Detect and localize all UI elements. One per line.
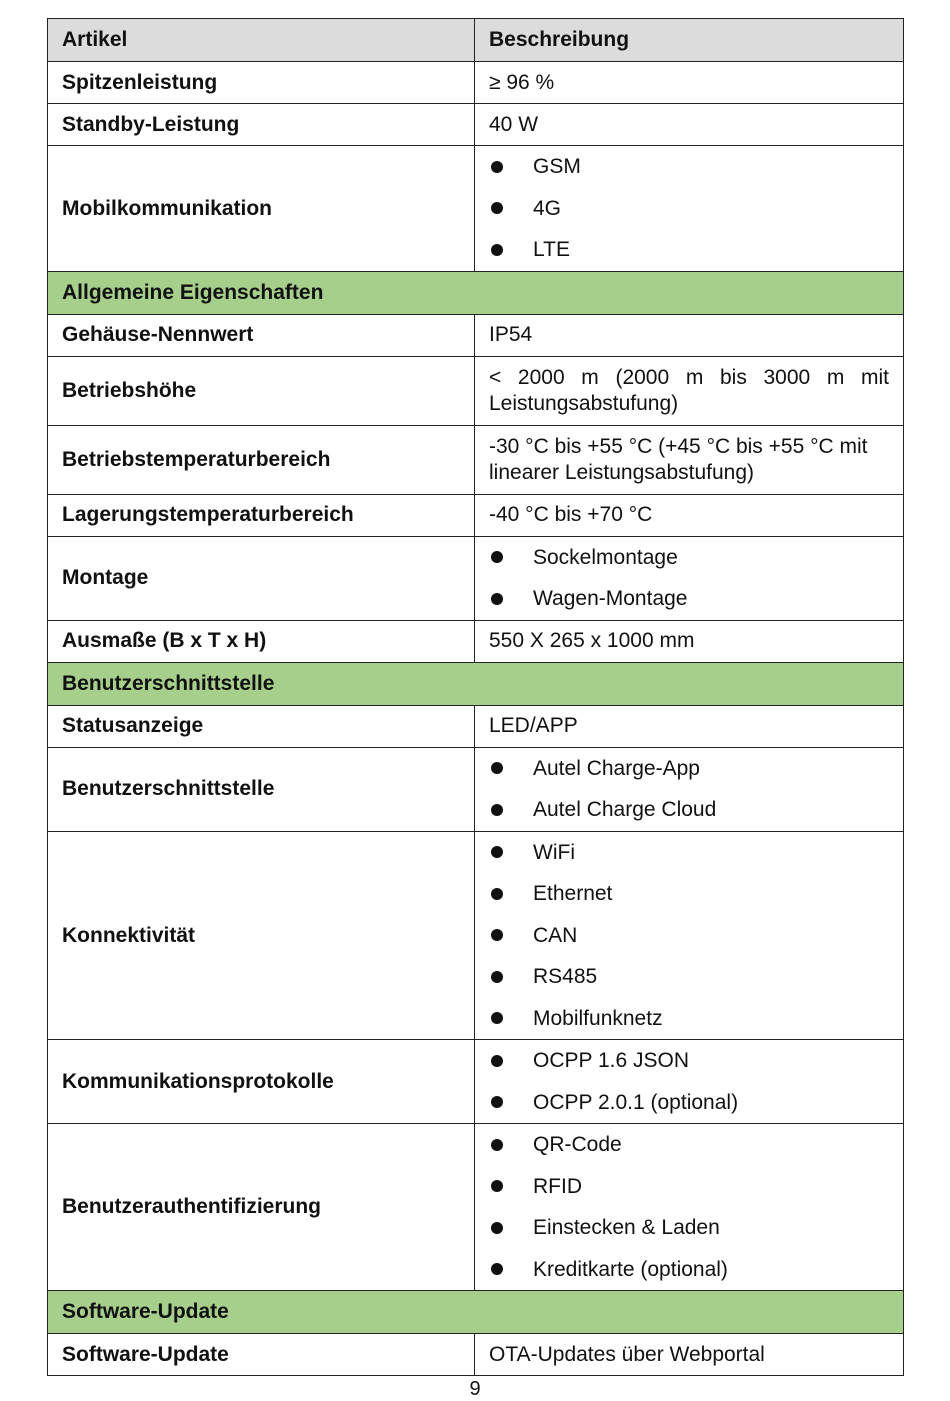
list-item	[489, 537, 889, 579]
row-label: Spitzenleistung	[48, 62, 475, 104]
row-value: 550 X 265 x 1000 mm	[475, 620, 904, 662]
section-row	[48, 662, 904, 705]
row-label: Software-Update	[48, 1334, 475, 1376]
section-title: Software-Update	[48, 1291, 904, 1334]
list-item-text: Sockelmontage	[533, 545, 678, 569]
bullet-list	[489, 146, 889, 271]
bullet-icon	[491, 1263, 503, 1275]
section-row	[48, 271, 904, 314]
bullet-icon	[491, 1012, 503, 1024]
bullet-icon	[491, 1096, 503, 1108]
row-label: Statusanzeige	[48, 705, 475, 747]
table-row	[48, 425, 904, 494]
list-item	[489, 1166, 889, 1208]
list-item	[489, 578, 889, 620]
row-value: OTA-Updates über Webportal	[475, 1334, 904, 1376]
bullet-icon	[491, 804, 503, 816]
list-item	[489, 1124, 889, 1166]
list-item	[489, 1207, 889, 1249]
row-value-list	[475, 146, 904, 272]
table-row	[48, 1334, 904, 1376]
header-beschreibung: Beschreibung	[475, 19, 904, 62]
bullet-icon	[491, 888, 503, 900]
list-item-text: Kreditkarte (optional)	[533, 1257, 728, 1281]
row-label: Betriebstemperaturbereich	[48, 425, 475, 494]
bullet-list	[489, 1124, 889, 1290]
table-row	[48, 146, 904, 272]
row-value-list	[475, 831, 904, 1040]
page-number: 9	[469, 1378, 481, 1400]
bullet-icon	[491, 846, 503, 858]
row-value-list	[475, 536, 904, 620]
list-item-text: RS485	[533, 965, 598, 989]
row-value-list	[475, 747, 904, 831]
row-label: Benutzerschnittstelle	[48, 747, 475, 831]
table-row	[48, 831, 904, 1040]
bullet-icon	[491, 551, 503, 563]
bullet-icon	[491, 244, 503, 256]
bullet-list	[489, 832, 889, 1040]
list-item	[489, 748, 889, 790]
list-item-text: OCPP 2.0.1 (optional)	[533, 1090, 739, 1114]
list-item-text: Autel Charge-App	[533, 756, 700, 780]
bullet-icon	[491, 762, 503, 774]
list-item-text: Einstecken & Laden	[533, 1216, 720, 1240]
section-title: Allgemeine Eigenschaften	[48, 271, 904, 314]
table-row	[48, 1124, 904, 1291]
table-header-row	[48, 19, 904, 62]
list-item-text: Mobilfunknetz	[533, 1006, 663, 1030]
row-label: Ausmaße (B x T x H)	[48, 620, 475, 662]
list-item	[489, 789, 889, 831]
table-row	[48, 1040, 904, 1124]
table-row	[48, 494, 904, 536]
table-row	[48, 314, 904, 356]
bullet-icon	[491, 929, 503, 941]
bullet-icon	[491, 1055, 503, 1067]
row-value: -40 °C bis +70 °C	[475, 494, 904, 536]
list-item	[489, 229, 889, 271]
list-item-text: LTE	[533, 238, 570, 262]
table-row	[48, 705, 904, 747]
table-row	[48, 104, 904, 146]
list-item-text: GSM	[533, 155, 581, 179]
list-item	[489, 1082, 889, 1124]
list-item	[489, 873, 889, 915]
table-row	[48, 747, 904, 831]
bullet-list	[489, 537, 889, 620]
row-value: 40 W	[475, 104, 904, 146]
bullet-icon	[491, 1180, 503, 1192]
row-label: Betriebshöhe	[48, 356, 475, 425]
bullet-icon	[491, 971, 503, 983]
row-label: Konnektivität	[48, 831, 475, 1040]
row-label: Benutzerauthentifizierung	[48, 1124, 475, 1291]
list-item-text: CAN	[533, 923, 578, 947]
bullet-list	[489, 1040, 889, 1123]
list-item	[489, 956, 889, 998]
table-row	[48, 620, 904, 662]
row-label: Mobilkommunikation	[48, 146, 475, 272]
bullet-icon	[491, 1139, 503, 1151]
row-value: ≥ 96 %	[475, 62, 904, 104]
list-item-text: QR-Code	[533, 1133, 622, 1157]
row-label: Montage	[48, 536, 475, 620]
spec-table	[47, 18, 904, 1376]
row-label: Gehäuse-Nennwert	[48, 314, 475, 356]
row-value: -30 °C bis +55 °C (+45 °C bis +55 °C mit linearer Leistungsabstufung)	[475, 425, 904, 494]
list-item-text: OCPP 1.6 JSON	[533, 1049, 690, 1073]
list-item-text: Wagen-Montage	[533, 587, 688, 611]
row-label: Standby-Leistung	[48, 104, 475, 146]
list-item	[489, 998, 889, 1040]
row-value-list	[475, 1040, 904, 1124]
bullet-icon	[491, 161, 503, 173]
row-value-list	[475, 1124, 904, 1291]
list-item-text: RFID	[533, 1174, 582, 1198]
bullet-icon	[491, 1222, 503, 1234]
bullet-icon	[491, 593, 503, 605]
section-title: Benutzerschnittstelle	[48, 662, 904, 705]
bullet-list	[489, 748, 889, 831]
list-item-text: 4G	[533, 196, 562, 220]
list-item	[489, 188, 889, 230]
list-item	[489, 832, 889, 874]
row-label: Kommunikationsprotokolle	[48, 1040, 475, 1124]
list-item	[489, 915, 889, 957]
table-row	[48, 356, 904, 425]
bullet-icon	[491, 202, 503, 214]
section-row	[48, 1291, 904, 1334]
row-value: LED/APP	[475, 705, 904, 747]
header-artikel: Artikel	[48, 19, 475, 62]
list-item-text: Autel Charge Cloud	[533, 798, 717, 822]
list-item-text: WiFi	[533, 840, 575, 864]
list-item	[489, 146, 889, 188]
table-row	[48, 62, 904, 104]
row-label: Lagerungstemperaturbereich	[48, 494, 475, 536]
list-item	[489, 1040, 889, 1082]
list-item	[489, 1249, 889, 1291]
table-row	[48, 536, 904, 620]
row-value: IP54	[475, 314, 904, 356]
row-value: < 2000 m (2000 m bis 3000 m mit Leistungsabstufung)	[475, 356, 904, 425]
list-item-text: Ethernet	[533, 882, 613, 906]
